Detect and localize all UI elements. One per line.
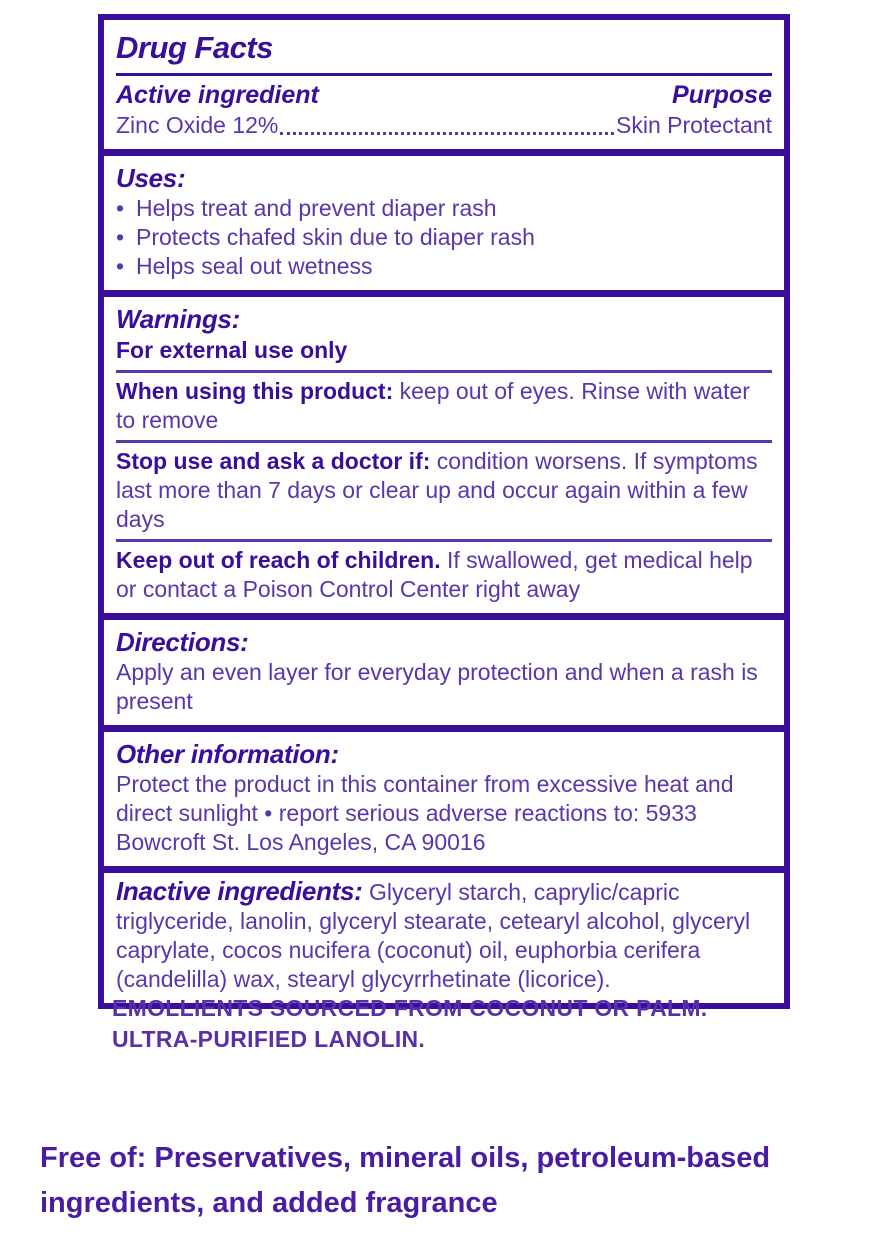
emollients-note-line-2: ULTRA-PURIFIED LANOLIN. [112,1026,426,1052]
directions-text: Apply an even layer for everyday protection and when a rash is present [116,659,758,714]
uses-bullet-3: • Helps seal out wetness [116,253,373,279]
bullet-icon: • [116,195,125,221]
warning-when-using: When using this product: keep out of eyes. Rinse with water to remove [116,378,750,433]
warnings-divider-2 [116,440,772,443]
emollients-note [112,993,792,1055]
drug-facts-panel [98,14,790,1009]
warnings-divider-1 [116,370,772,373]
uses-bullet-2: • Protects chafed skin due to diaper rash [116,224,535,250]
free-of-claim: Free of: Preservatives, mineral oils, petroleum-based ingredients, and added fragrance [40,1142,771,1219]
section-other-information [104,732,784,873]
warnings-divider-3 [116,539,772,542]
bullet-icon: • [116,224,125,250]
active-ingredient-name: Zinc Oxide 12% [116,112,279,138]
column-headers [116,80,772,111]
section-active-ingredient [104,20,784,156]
warning-stop-use: Stop use and ask a doctor if: condition worsens. If symptoms last more than 7 days or clear up and occur again within a few days [116,448,758,532]
purpose-value: Skin Protectant [616,112,772,138]
active-ingredient-header: Active ingredient [116,81,319,109]
emollients-note-line-1: EMOLLIENTS SOURCED FROM COCONUT OR PALM. [112,995,708,1021]
section-warnings [104,297,784,620]
warnings-heading: Warnings: [116,304,240,334]
title-divider [116,73,772,76]
inactive-ingredients-heading: Inactive ingredients: [116,876,363,906]
section-directions [104,620,784,732]
other-information-text: Protect the product in this container from excessive heat and direct sunlight • report serious adverse reactions to: 5933 Bowcroft St. Los Angeles, CA 90016 [116,771,734,855]
active-ingredient-row [116,111,772,140]
bullet-icon: • [116,253,125,279]
uses-heading: Uses: [116,163,186,193]
section-uses [104,156,784,297]
inactive-ingredients-paragraph [116,877,772,994]
drug-facts-title: Drug Facts [116,30,273,65]
uses-bullet-1: • Helps treat and prevent diaper rash [116,195,497,221]
directions-heading: Directions: [116,627,249,657]
warning-keep-out-of-reach: Keep out of reach of children. If swallowed, get medical help or contact a Poison Control Center right away [116,547,753,602]
inactive-ingredients-text: Glyceryl starch, caprylic/capric triglyceride, lanolin, glyceryl stearate, cetearyl alcohol, glyceryl caprylate, cocos nucifera (coconut) oil, euphorbia cerifera (candelilla) wax, stearyl glycyrrhetinate (licorice). [116,879,751,992]
purpose-header: Purpose [671,81,772,109]
section-inactive-ingredients [104,873,784,1003]
dot-leader [280,132,614,135]
other-information-heading: Other information: [116,739,339,769]
external-use-statement: For external use only [116,337,348,363]
